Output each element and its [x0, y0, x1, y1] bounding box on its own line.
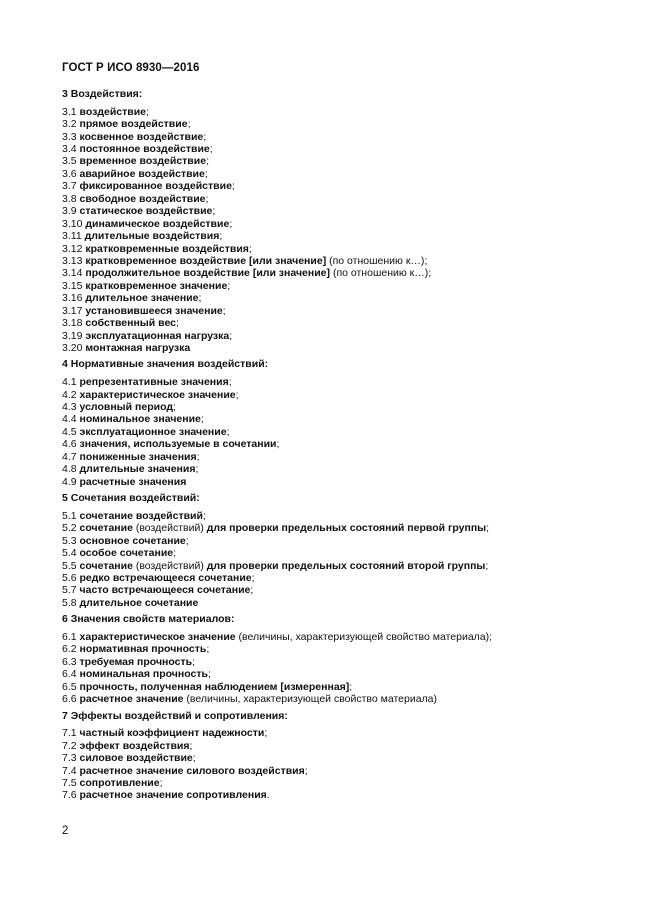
term-item — [62, 413, 622, 425]
term-term: частный коэффициент надежности — [79, 727, 265, 740]
term-num: 3.10 — [62, 217, 86, 230]
term-end: ; — [195, 463, 199, 476]
term-note: (величины, характеризующей свойство материала) — [235, 630, 490, 643]
term-term: кратковременное значение — [85, 279, 228, 292]
term-item — [62, 426, 622, 438]
term-num: 4.4 — [62, 413, 80, 426]
term-end: ; — [185, 534, 189, 547]
term-end: ; — [206, 643, 210, 656]
term-term: прочность, полученная наблюдением [измеренная] — [79, 680, 350, 693]
term-num: 5.2 — [62, 522, 80, 535]
term-num: 7.6 — [62, 789, 80, 802]
term-num: 7.2 — [62, 739, 80, 752]
term-list — [62, 88, 622, 806]
term-item — [62, 305, 622, 317]
term-end: ; — [228, 376, 232, 389]
term-num: 5.7 — [62, 584, 80, 597]
term-item — [62, 155, 622, 167]
term-end: ; — [206, 155, 209, 168]
term-term: установившееся значение — [85, 304, 223, 317]
term-num: 5.8 — [62, 596, 80, 609]
term-end: ; — [175, 317, 179, 330]
section-heading: 7 Эффекты воздействий и сопротивления: — [62, 709, 288, 722]
term-item — [62, 131, 622, 143]
term-end: ; — [202, 509, 206, 522]
term-term: значения, используемые в сочетании — [79, 438, 277, 451]
term-term: монтажная нагрузка — [85, 342, 191, 354]
term-item — [62, 643, 622, 655]
term-item — [62, 547, 622, 559]
term-term: расчетное значение сопротивления — [79, 789, 267, 802]
term-item — [62, 106, 622, 118]
term-num: 5.5 — [62, 559, 80, 572]
term-term: расчетные значения — [79, 475, 187, 488]
term-num: 7.1 — [62, 727, 80, 740]
section — [62, 492, 622, 609]
term-term: характеристическое значение — [79, 630, 236, 643]
term-term: длительные значения — [79, 463, 196, 476]
term-num: 3.2 — [62, 118, 80, 131]
term-term: свободное воздействие — [79, 192, 206, 205]
term-item — [62, 317, 622, 329]
term-end: ; — [264, 727, 268, 740]
term-end: ; — [222, 304, 226, 317]
term-term: расчетное значение силового воздействия — [79, 764, 305, 777]
term-num: 3.15 — [62, 279, 86, 292]
term-item — [62, 476, 622, 488]
term-end: ; — [226, 425, 230, 438]
term-end: ; — [203, 130, 207, 143]
section-heading: 5 Сочетания воздействий: — [62, 492, 200, 505]
term-term: эксплуатационное значение — [79, 425, 227, 438]
term-term: косвенное воздействие — [79, 130, 204, 143]
term-end: ; — [485, 559, 489, 572]
term-term: длительное значение — [85, 292, 199, 305]
term-item — [62, 168, 622, 180]
term-term: продолжительное воздействие [или значение] — [85, 267, 331, 280]
term-end: ; — [229, 217, 233, 230]
term-term: характеристическое значение — [79, 388, 236, 401]
term-end: ; — [304, 764, 308, 777]
term-item — [62, 510, 622, 522]
term-term: особое сочетание — [79, 547, 174, 560]
term-num: 7.5 — [62, 777, 80, 789]
term-item — [62, 243, 622, 255]
term-num: 3.14 — [62, 267, 86, 280]
section — [62, 613, 622, 705]
term-note: (по отношению к…) — [330, 267, 429, 280]
term-term: номинальное значение — [79, 413, 201, 426]
term-note: (воздействий) — [132, 559, 207, 572]
term-num: 4.2 — [62, 388, 80, 401]
term-num: 5.4 — [62, 547, 80, 560]
term-term: эксплуатационная нагрузка — [85, 329, 230, 342]
term-end: ; — [200, 413, 204, 426]
term-end: ; — [187, 118, 191, 131]
section — [62, 358, 622, 488]
term-note: (по отношению к…) — [326, 254, 425, 267]
term-num: 7.4 — [62, 764, 80, 777]
term-item — [62, 631, 622, 643]
page-number: 2 — [62, 825, 69, 837]
term-end: ; — [192, 752, 196, 765]
term-end: ; — [192, 655, 196, 668]
term-item — [62, 438, 622, 450]
term-term: сочетание воздействий — [79, 509, 203, 522]
term-term: фиксированное воздействие — [79, 180, 232, 193]
term-num: 6.6 — [62, 693, 80, 706]
term-item — [62, 230, 622, 242]
term-num: 4.1 — [62, 376, 80, 389]
term-end: ; — [159, 777, 163, 789]
term-num: 4.3 — [62, 401, 80, 413]
term-note: (величины, характеризующей свойство материала) — [183, 693, 438, 706]
term-note: (воздействий) — [132, 522, 207, 535]
term-item — [62, 280, 622, 292]
term-item — [62, 535, 622, 547]
term-term: длительные воздействия — [84, 230, 220, 243]
term-num: 6.5 — [62, 680, 80, 693]
section-heading: 6 Значения свойств материалов: — [62, 613, 235, 626]
term-end: ; — [428, 267, 432, 280]
section-heading: 3 Воздействия: — [62, 88, 143, 100]
term-num: 3.9 — [62, 205, 80, 218]
term-item — [62, 218, 622, 230]
term-end: ; — [207, 668, 211, 681]
term-term: сочетание — [79, 559, 133, 572]
term-end: ; — [189, 739, 193, 752]
term-item — [62, 560, 622, 572]
term-item — [62, 330, 622, 342]
term-num: 3.3 — [62, 130, 80, 143]
term-term: эффект воздействия — [79, 739, 190, 752]
term-term: статическое воздействие — [79, 205, 213, 218]
term-end: ; — [276, 438, 280, 451]
term-num: 3.7 — [62, 180, 80, 193]
term-item — [62, 693, 622, 705]
term-num: 3.16 — [62, 292, 86, 305]
term-item — [62, 180, 622, 192]
term-end: ; — [229, 329, 233, 342]
term-term: номинальная прочность — [79, 668, 208, 681]
term-end: ; — [251, 571, 255, 584]
term-num: 4.5 — [62, 425, 80, 438]
term-end: ; — [486, 522, 490, 535]
term-item — [62, 389, 622, 401]
term-term: пониженные значения — [79, 450, 197, 463]
term-end: ; — [205, 192, 209, 205]
term-num: 3.6 — [62, 167, 80, 180]
term-item — [62, 668, 622, 680]
term-num: 3.4 — [62, 143, 80, 155]
term-item — [62, 727, 622, 739]
term-end: ; — [489, 630, 493, 643]
term-num: 3.11 — [62, 230, 85, 243]
term-end: ; — [196, 450, 200, 463]
term-item — [62, 789, 622, 801]
term-term: условный период — [79, 401, 174, 413]
term-term: длительное сочетание — [79, 596, 199, 609]
term-item — [62, 681, 622, 693]
term-term: кратковременное воздействие [или значение] — [85, 254, 327, 267]
term-num: 6.4 — [62, 668, 80, 681]
term-item — [62, 656, 622, 668]
term-item — [62, 597, 622, 609]
section — [62, 710, 622, 802]
term-num: 6.2 — [62, 643, 80, 656]
term-term: кратковременные воздействия — [85, 242, 249, 255]
term-num: 4.9 — [62, 475, 80, 488]
term-term: нормативная прочность — [79, 643, 207, 656]
term-num: 5.6 — [62, 571, 80, 584]
term-item — [62, 451, 622, 463]
term-num: 3.20 — [62, 342, 86, 354]
term-item — [62, 342, 622, 354]
section-heading: 4 Нормативные значения воздействий: — [62, 358, 269, 371]
term-term: собственный вес — [85, 317, 176, 330]
term-item — [62, 292, 622, 304]
term-end: ; — [173, 547, 177, 560]
term-term: динамическое воздействие — [85, 217, 230, 230]
term-term: основное сочетание — [79, 534, 186, 547]
term-term: аварийное воздействие — [79, 167, 205, 180]
term-item — [62, 205, 622, 217]
term-item — [62, 463, 622, 475]
term-num: 3.12 — [62, 242, 86, 255]
term-term: сопротивление — [79, 777, 160, 789]
term-num: 3.13 — [62, 254, 86, 267]
term-end: ; — [248, 242, 252, 255]
term-end: . — [266, 789, 270, 802]
term-term: временное воздействие — [79, 155, 207, 168]
term-num: 3.19 — [62, 329, 86, 342]
term-end: ; — [212, 205, 216, 218]
term-item — [62, 752, 622, 764]
term-end: ; — [227, 279, 231, 292]
term-term: редко встречающееся сочетание — [79, 571, 252, 584]
document-header: ГОСТ Р ИСО 8930—2016 — [62, 62, 200, 74]
term-term: силовое воздействие — [79, 752, 193, 765]
term-num: 3.17 — [62, 304, 86, 317]
term-term: требуемая прочность — [79, 655, 193, 668]
term-term: расчетное значение — [79, 693, 184, 706]
term-num: 5.1 — [62, 509, 80, 522]
term-term: репрезентативные значения — [79, 376, 229, 389]
term-term: постоянное воздействие — [79, 143, 210, 155]
term-num: 6.1 — [62, 630, 80, 643]
term-item — [62, 267, 622, 279]
term-num: 3.1 — [62, 105, 80, 118]
term-num: 3.8 — [62, 192, 80, 205]
term-end: ; — [231, 180, 235, 193]
term-term2: для проверки предельных состояний второй группы — [206, 559, 486, 572]
term-item — [62, 376, 622, 388]
term-end: ; — [204, 167, 208, 180]
term-term: прямое воздействие — [79, 118, 188, 131]
term-term: часто встречающееся сочетание — [79, 584, 251, 597]
term-end: ; — [349, 680, 353, 693]
term-num: 4.8 — [62, 463, 80, 476]
term-item — [62, 765, 622, 777]
term-num: 7.3 — [62, 752, 80, 765]
term-item — [62, 740, 622, 752]
section — [62, 88, 622, 354]
term-end: ; — [198, 292, 202, 305]
term-num: 4.6 — [62, 438, 80, 451]
term-end: ; — [424, 254, 428, 267]
term-end: ; — [219, 230, 223, 243]
term-item — [62, 255, 622, 267]
term-num: 4.7 — [62, 450, 80, 463]
term-end: ; — [146, 105, 149, 118]
term-num: 3.5 — [62, 155, 80, 168]
term-item — [62, 401, 622, 413]
term-end: ; — [235, 388, 239, 401]
term-item — [62, 572, 622, 584]
term-num: 6.3 — [62, 655, 80, 668]
term-term2: для проверки предельных состояний первой группы — [206, 522, 487, 535]
term-item — [62, 522, 622, 534]
term-end: ; — [173, 401, 176, 413]
term-item — [62, 777, 622, 789]
term-num: 3.18 — [62, 317, 86, 330]
term-end: ; — [250, 584, 254, 597]
term-num: 5.3 — [62, 534, 80, 547]
term-item — [62, 584, 622, 596]
term-end: ; — [209, 143, 213, 155]
term-item — [62, 143, 622, 155]
term-item — [62, 193, 622, 205]
term-term: сочетание — [79, 522, 133, 535]
term-term: воздействие — [79, 105, 147, 118]
term-item — [62, 118, 622, 130]
